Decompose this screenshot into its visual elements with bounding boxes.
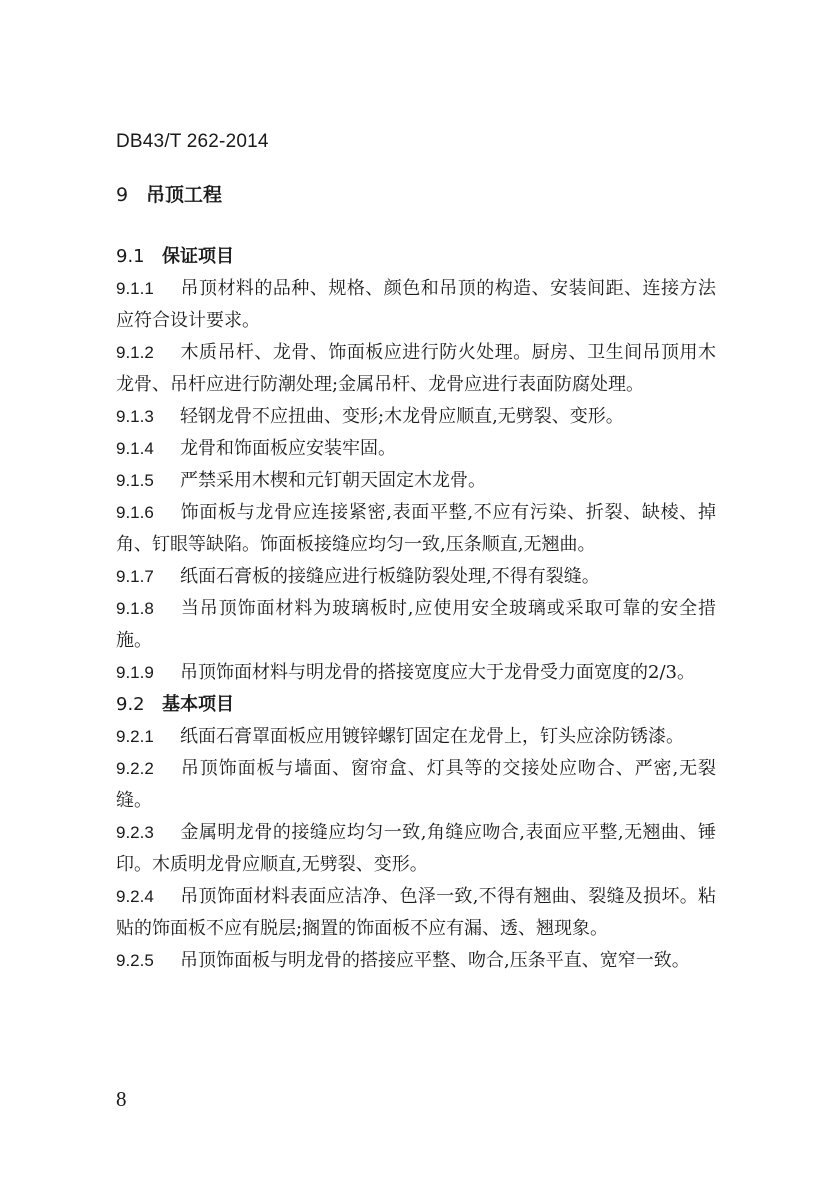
page-number: 8	[116, 1087, 127, 1111]
clause	[116, 721, 716, 753]
clause	[116, 497, 716, 561]
clause-text: 吊顶饰面材料与明龙骨的搭接宽度应大于龙骨受力面宽度的2/3。	[180, 662, 695, 683]
clause	[116, 273, 716, 337]
clause	[116, 561, 716, 593]
section-title: 基本项目	[162, 694, 234, 715]
clause-number: 9.1.4	[116, 439, 154, 458]
clause-number: 9.1.7	[116, 567, 154, 586]
clause-number: 9.1.8	[116, 599, 154, 618]
clause	[116, 433, 716, 465]
clause-number: 9.2.3	[116, 823, 154, 842]
clause	[116, 881, 716, 945]
body-text	[116, 241, 716, 977]
clause-text: 纸面石膏板的接缝应进行板缝防裂处理,不得有裂缝。	[180, 566, 600, 587]
clause-number: 9.1.9	[116, 663, 154, 682]
clause-number: 9.1.5	[116, 471, 154, 490]
clause-text: 木质吊杆、龙骨、饰面板应进行防火处理。厨房、卫生间吊顶用木龙骨、吊杆应进行防潮处理;金属吊杆、龙骨应进行表面防腐处理。	[116, 342, 716, 395]
clause	[116, 465, 716, 497]
clause-text: 吊顶饰面板与明龙骨的搭接应平整、吻合,压条平直、宽窄一致。	[180, 950, 690, 971]
clause-number: 9.1.1	[116, 279, 154, 298]
section-title: 保证项目	[162, 246, 234, 267]
chapter-heading	[116, 180, 222, 207]
clause-text: 金属明龙骨的接缝应均匀一致,角缝应吻合,表面应平整,无翘曲、锤印。木质明龙骨应顺直,无劈裂、变形。	[116, 822, 716, 875]
clause	[116, 401, 716, 433]
clause-number: 9.1.6	[116, 503, 154, 522]
clause-text: 吊顶饰面板与墙面、窗帘盒、灯具等的交接处应吻合、严密,无裂缝。	[116, 758, 716, 811]
section-heading	[116, 689, 716, 721]
clause-text: 严禁采用木楔和元钉朝天固定木龙骨。	[180, 470, 486, 491]
clause-text: 轻钢龙骨不应扭曲、变形;木龙骨应顺直,无劈裂、变形。	[180, 406, 624, 427]
clause	[116, 593, 716, 657]
clause	[116, 753, 716, 817]
clause-number: 9.1.3	[116, 407, 154, 426]
clause	[116, 945, 716, 977]
clause-text: 当吊顶饰面材料为玻璃板时,应使用安全玻璃或采取可靠的安全措施。	[116, 598, 716, 651]
section-number: 9.1	[116, 246, 145, 267]
clause-number: 9.2.2	[116, 759, 154, 778]
section-number: 9.2	[116, 694, 145, 715]
chapter-title: 吊顶工程	[146, 184, 223, 206]
clause	[116, 657, 716, 689]
section-heading	[116, 241, 716, 273]
clause-number: 9.1.2	[116, 343, 154, 362]
clause	[116, 337, 716, 401]
chapter-number: 9	[116, 184, 129, 206]
clause	[116, 817, 716, 881]
clause-text: 饰面板与龙骨应连接紧密,表面平整,不应有污染、折裂、缺棱、掉角、钉眼等缺陷。饰面板接缝应均匀一致,压条顺直,无翘曲。	[116, 502, 716, 555]
clause-text: 纸面石膏罩面板应用镀锌螺钉固定在龙骨上，钉头应涂防锈漆。	[180, 726, 684, 747]
clause-text: 吊顶材料的品种、规格、颜色和吊顶的构造、安装间距、连接方法应符合设计要求。	[116, 278, 716, 331]
document-code: DB43/T 262-2014	[116, 131, 269, 152]
clause-number: 9.2.4	[116, 887, 154, 906]
clause-number: 9.2.5	[116, 951, 154, 970]
clause-text: 吊顶饰面材料表面应洁净、色泽一致,不得有翘曲、裂缝及损坏。粘贴的饰面板不应有脱层;搁置的饰面板不应有漏、透、翘现象。	[116, 886, 716, 939]
clause-text: 龙骨和饰面板应安装牢固。	[180, 438, 396, 459]
clause-number: 9.2.1	[116, 727, 154, 746]
